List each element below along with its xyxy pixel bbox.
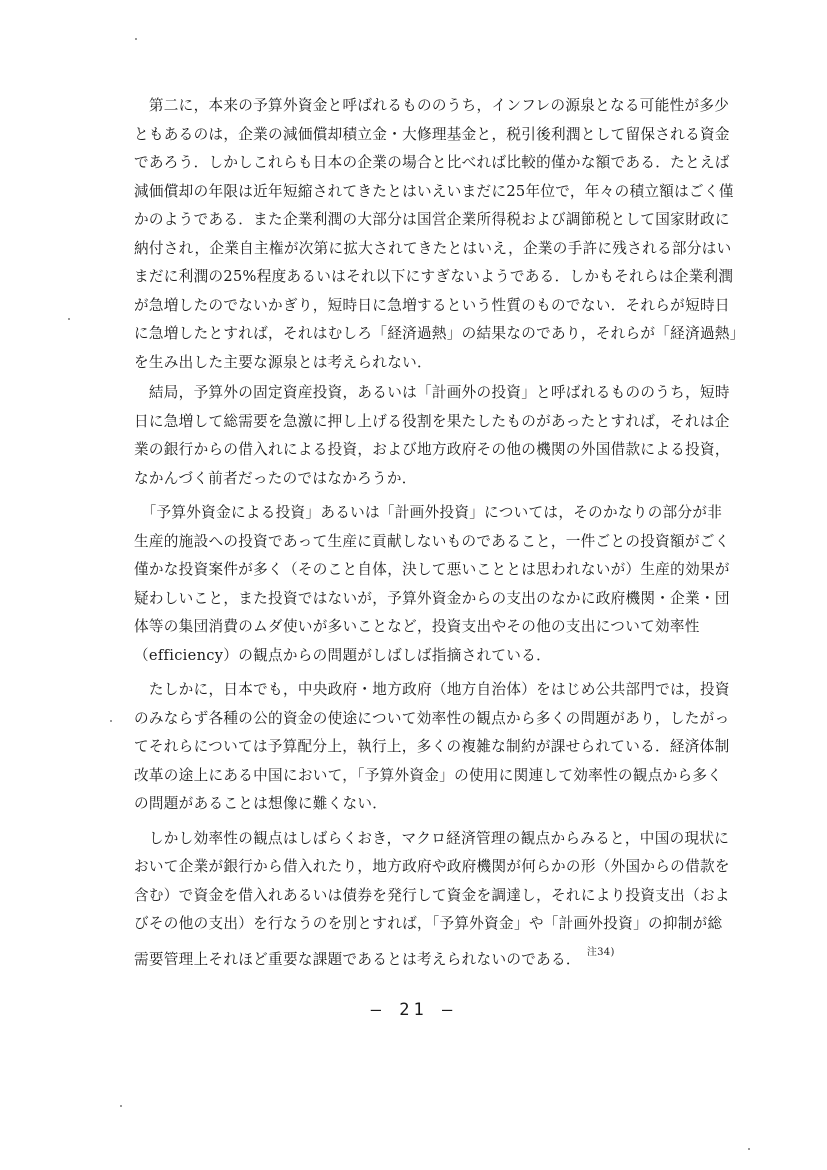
text-line: に急増したとすれば，それはむしろ「経済過熱」の結果なのであり，それらが「経済過熱」: [134, 325, 745, 342]
text-line: てそれらについては予算配分上，執行上，多くの複雑な制約が課せられている．経済体制: [134, 738, 730, 755]
text-line: まだに利潤の25%程度あるいはそれ以下にすぎないようである．しかもそれらは企業利潤: [134, 268, 734, 285]
text-line: 体等の集団消費のムダ使いが多いことなど，投資支出やその他の支出について効率性: [134, 618, 700, 635]
text-line: 疑わしいこと，また投資ではないが，予算外資金からの支出のなかに政府機関・企業・団: [134, 589, 730, 607]
scan-speck: [748, 1148, 750, 1150]
paragraph-2: [134, 379, 740, 493]
paragraph-4: [134, 676, 740, 819]
text-line: 生産的施設への投資であって生産に貢献しないものであること，一件ごとの投資額がごく: [134, 532, 730, 550]
paragraph-3: [134, 499, 740, 670]
page-number: — 21 —: [370, 1000, 457, 1020]
text-line: （efficiency）の観点からの問題がしばしば指摘されている．: [134, 646, 551, 664]
text-line: 改革の途上にある中国において，「予算外資金」の使用に関連して効率性の観点から多く: [134, 766, 723, 784]
footnote-reference: 注34): [586, 946, 615, 958]
scan-speck: [68, 318, 70, 320]
paragraph-1: [134, 92, 745, 377]
text-line: しかし効率性の観点はしばらくおき，マクロ経済管理の観点からみると，中国の現状に: [134, 829, 730, 847]
text-line: 第二に，本来の予算外資金と呼ばれるもののうち，インフレの源泉となる可能性が多少: [134, 97, 730, 114]
text-line: 結局，予算外の固定資産投資，あるいは「計画外の投資」と呼ばれるもののうち，短時: [134, 384, 730, 401]
text-line: 含む）で資金を借入れあるいは債券を発行して資金を調達し，それにより投資支出（およ: [134, 886, 730, 904]
scan-speck: [110, 720, 112, 722]
text-line: 日に急増して総需要を急激に押し上げる役割を果たしたものがあったとすれば，それは企: [134, 412, 730, 430]
text-line: 「予算外資金による投資」あるいは「計画外投資」については，そのかなりの部分が非: [134, 504, 723, 521]
text-line-with-note: [134, 939, 740, 968]
text-line: であろう．しかしこれらも日本の企業の場合と比べれば比較的僅かな額である．たとえば: [134, 154, 730, 171]
text-line: 需要管理上それほど重要な課題であるとは考えられないのである．: [134, 950, 581, 968]
text-line: かのようである．また企業利潤の大部分は国営企業所得税および調節税として国家財政に: [134, 211, 730, 228]
text-line: が急増したのでないかぎり，短時日に急増するという性質のものでない．それらが短時日: [134, 296, 730, 314]
text-line: 納付され，企業自主権が次第に拡大されてきたとはいえ，企業の手許に残される部分はい: [134, 239, 732, 257]
text-line: のみならず各種の公的資金の使途について効率性の観点から多くの問題があり，したがっ: [134, 709, 730, 727]
text-line: を生み出した主要な源泉とは考えられない．: [134, 353, 432, 371]
text-line: たしかに，日本でも，中央政府・地方政府（地方自治体）をはじめ公共部門では，投資: [134, 681, 730, 698]
text-line: びその他の支出）を行なうのを別とすれば，「予算外資金」や「計画外投資」の抑制が総: [134, 915, 723, 932]
text-line: 業の銀行からの借入れによる投資，および地方政府その他の機関の外国借款による投資，: [134, 441, 730, 458]
scan-speck: [135, 38, 137, 40]
text-line: の問題があることは想像に難くない．: [134, 795, 388, 812]
text-line: 僅かな投資案件が多く（そのこと自体，決して悪いこととは思われないが）生産的効果が: [134, 561, 730, 578]
document-body: [134, 92, 745, 968]
text-line: ともあるのは，企業の減価償却積立金・大修理基金と，税引後利潤として留保される資金: [134, 125, 730, 143]
text-line: なかんづく前者だったのではなかろうか．: [134, 469, 417, 487]
text-line: 減価償却の年限は近年短縮されてきたとはいえいまだに25年位で，年々の積立額はごく僅: [134, 182, 734, 200]
scan-speck: [120, 1105, 122, 1107]
paragraph-5: [134, 825, 740, 968]
text-line: おいて企業が銀行から借入れたり，地方政府や政府機関が何らかの形（外国からの借款を: [134, 858, 730, 875]
